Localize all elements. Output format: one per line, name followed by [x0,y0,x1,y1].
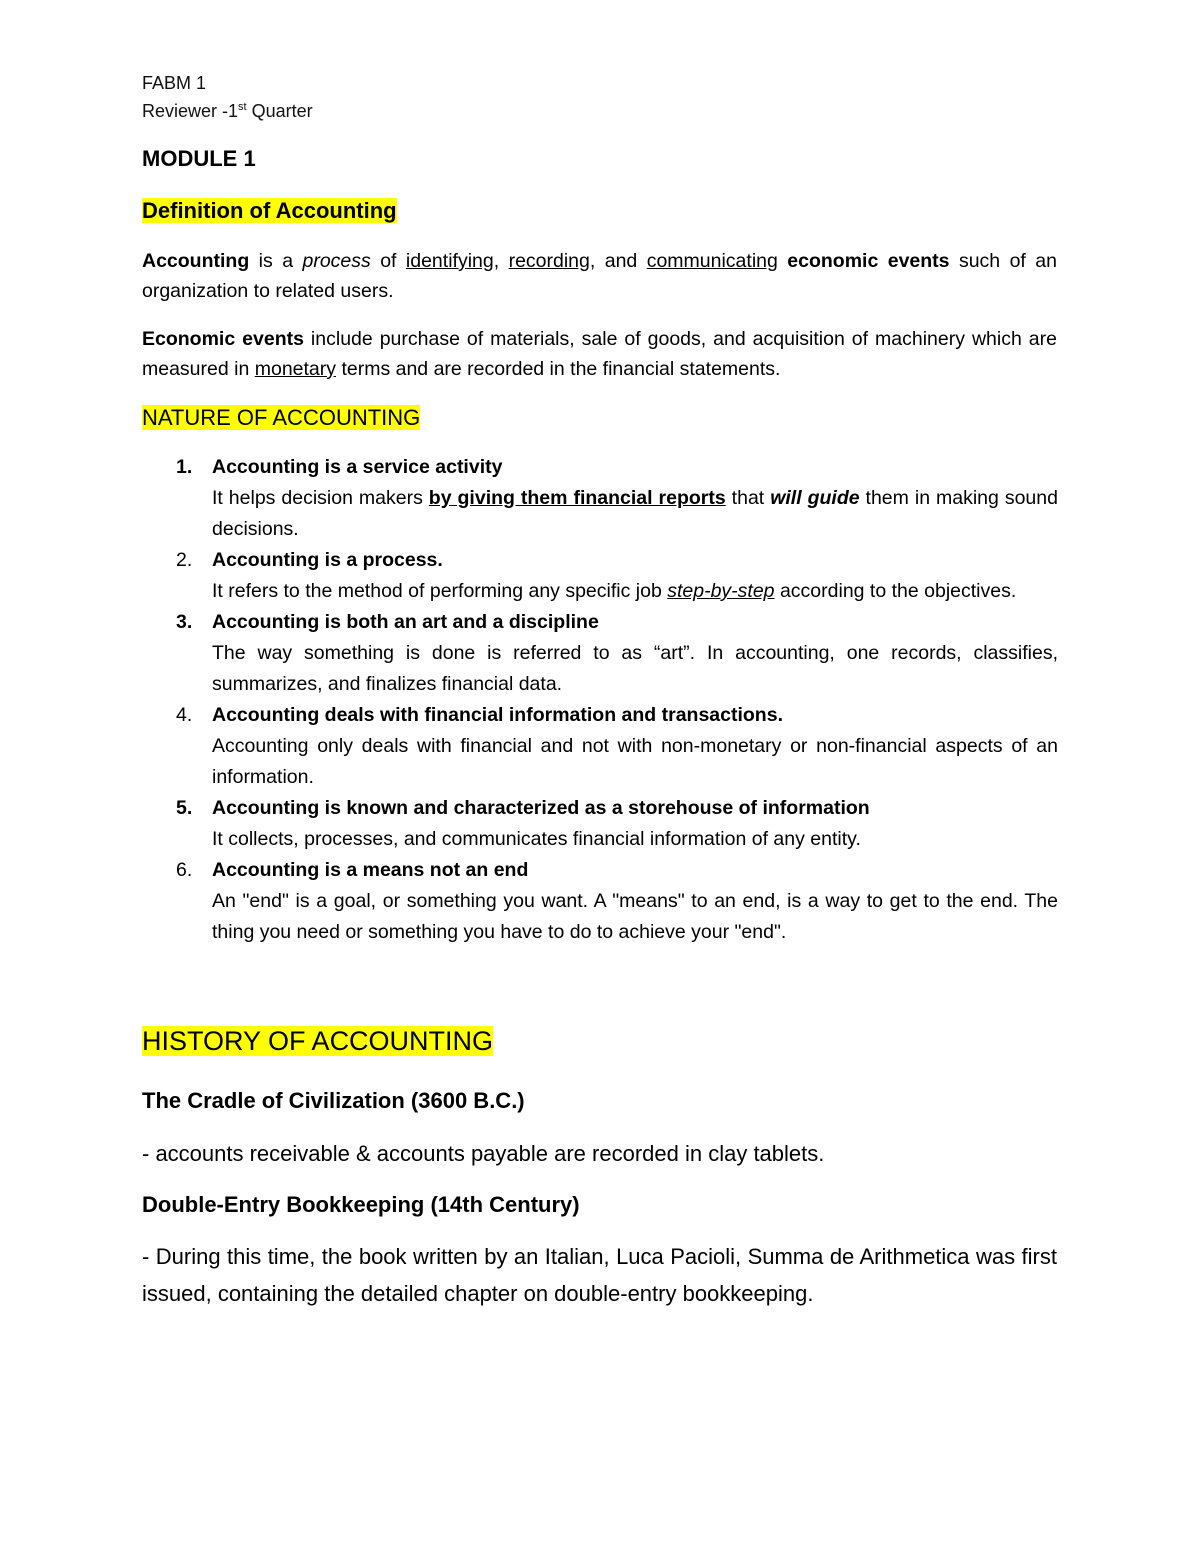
definition-paragraph [142,246,1057,306]
body-text: It refers to the method of performing any specific job [212,580,668,602]
header-reviewer-pre: Reviewer -1 [142,101,239,121]
list-item-title: Accounting is a means not an end [212,859,529,881]
list-item [142,545,1058,607]
list-item-title: Accounting is known and characterized as a storehouse of information [212,797,870,819]
body-italic-underlined: step-by-step [667,580,775,602]
list-number: 2. [176,549,193,571]
list-item-title: Accounting is a service activity [212,456,503,478]
nature-heading-text: NATURE OF ACCOUNTING [142,405,421,430]
header-reviewer-sup: st [238,101,247,113]
body-text: It helps decision makers [212,487,429,509]
list-item-body: Accounting only deals with financial and not with non-monetary or non-financial aspects of an information. [212,735,1058,788]
definition-heading-text: Definition of Accounting [142,198,397,223]
list-number: 4. [176,704,193,726]
def-text-5 [778,250,787,272]
list-item [142,793,1058,855]
def-text-3: , [493,250,509,272]
def-text-4: , and [589,250,647,272]
header-reviewer [142,100,313,122]
economic-events-paragraph [142,324,1057,384]
term-accounting: Accounting [142,250,250,272]
body-text: that [725,487,771,509]
def-text-6: such of an organization to related users. [142,250,1057,302]
list-number: 3. [176,611,193,633]
def-identifying: identifying [405,250,494,272]
def-text-2: of [370,250,406,272]
term-economic-events: Economic events [142,328,304,350]
body-underlined-bold: by giving them financial reports [428,487,726,509]
list-item [142,607,1058,700]
cradle-title: The Cradle of Civilization (3600 B.C.) [142,1088,525,1113]
list-item [142,700,1058,793]
body-text: them in making sound decisions. [212,487,1058,540]
nature-heading [142,405,420,431]
body-bold-italic: will guide [770,487,860,509]
module-title: MODULE 1 [142,146,256,171]
definition-heading [142,198,397,224]
econ-monetary: monetary [254,358,337,380]
list-item-body: The way something is done is referred to as “art”. In accounting, one records, classifies, summarizes, and finalizes financial data. [212,642,1058,695]
econ-text-2: terms and are recorded in the financial statements. [336,358,781,380]
list-number: 5. [176,797,193,819]
list-item [142,452,1058,545]
header-course: FABM 1 [142,73,207,93]
def-communicating: communicating [646,250,778,272]
list-item-title: Accounting is a process. [212,549,443,571]
history-heading [142,1026,493,1057]
list-number: 1. [176,456,193,478]
list-item-title: Accounting deals with financial information and transactions. [212,704,783,726]
nature-list [142,452,1058,948]
header-reviewer-post: Quarter [246,101,313,121]
list-item-body: It collects, processes, and communicates financial information of any entity. [212,828,861,850]
list-item-body: An "end" is a goal, or something you want. A "means" to an end, is a way to get to the end. The thing you need or something you have to do to achieve your "end". [212,890,1058,943]
list-item-body [212,483,1058,545]
list-item-body [212,576,1058,607]
double-entry-title: Double-Entry Bookkeeping (14th Century) [142,1192,580,1217]
body-text: according to the objectives. [774,580,1017,602]
list-number: 6. [176,859,193,881]
def-italic-process: process [302,250,371,272]
econ-text-1: include purchase of materials, sale of goods, and acquisition of machinery which are measured in [142,328,1057,380]
cradle-text: - accounts receivable & accounts payable are recorded in clay tablets. [142,1141,825,1166]
list-item-title: Accounting is both an art and a discipline [212,611,599,633]
double-entry-text: - During this time, the book written by an Italian, Luca Pacioli, Summa de Arithmetica was first issued, containing the detailed chapter on double-entry bookkeeping. [142,1244,1057,1306]
list-item [142,855,1058,948]
def-economic-events: economic events [787,250,950,272]
history-heading-text: HISTORY OF ACCOUNTING [142,1026,494,1056]
def-text-1: is a [249,250,303,272]
def-recording: recording [508,250,590,272]
